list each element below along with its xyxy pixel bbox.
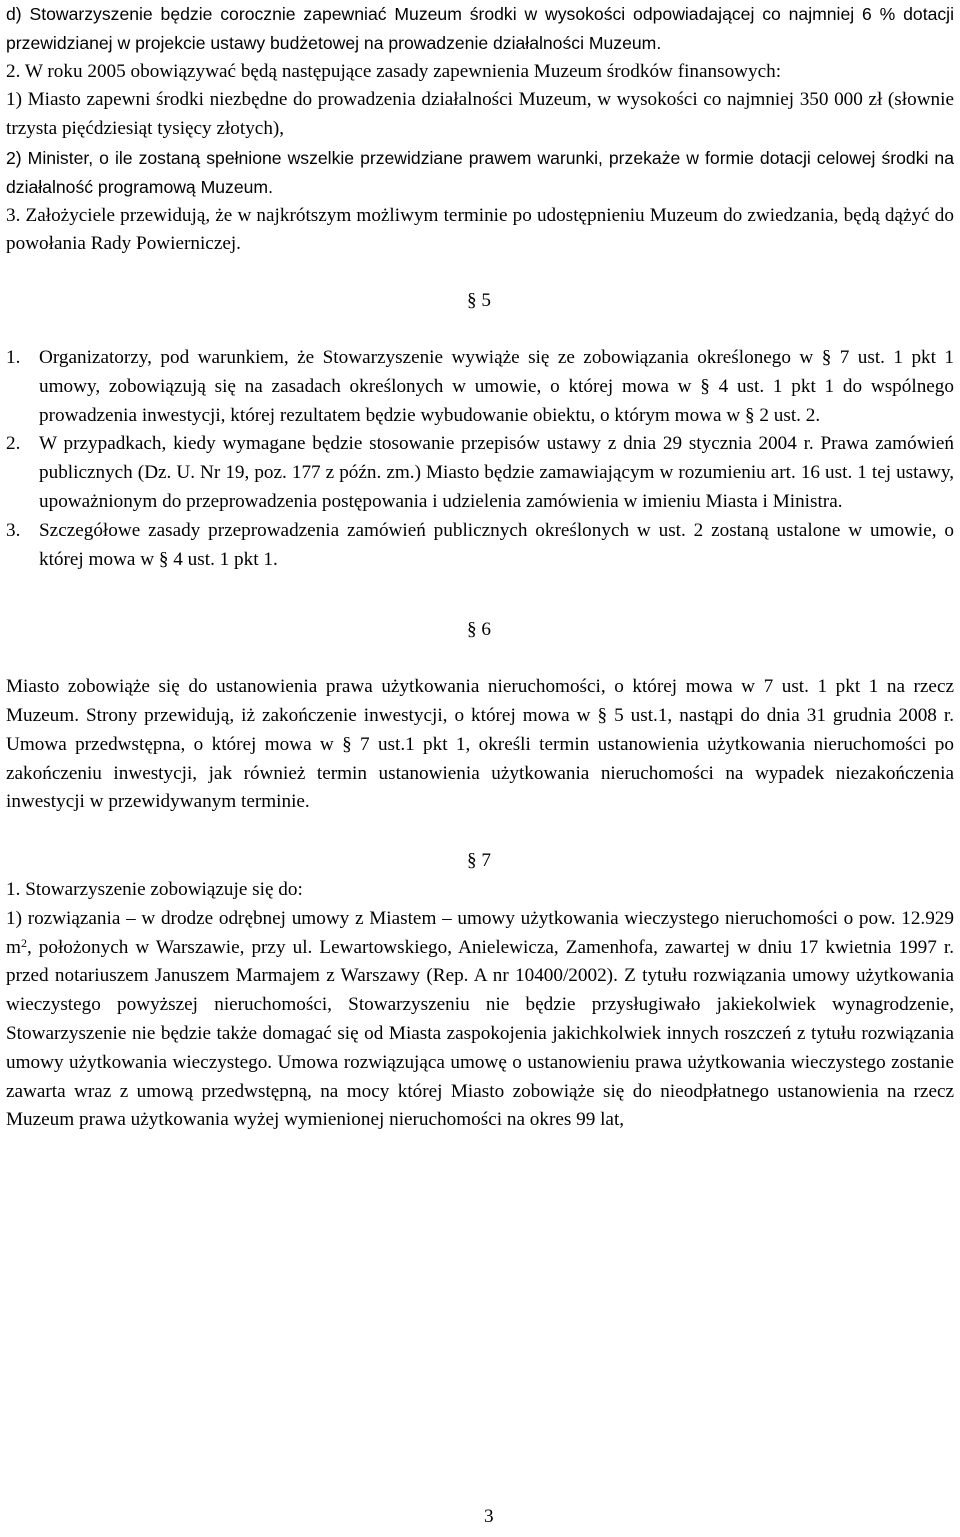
section-7-intro: 1. Stowarzyszenie zobowiązuje się do: — [6, 878, 303, 900]
obligation-text-end: , położonych w Warszawie, przy ul. Lewartowskiego, Anielewicza, Zamenhofa, zawartej w dniu 17 kwietnia 1997 r. przed notariuszem Januszem Marmajem z Warszawy (Rep. A nr 10400/2002). Z tytułu rozwiązania umowy użytkowania wieczystego powyższej nieruchomości, Stowarzyszeniu nie będzie przysługiwało jakiekolwiek wynagrodzenie, Stowarzyszenie nie będzie także domagać się od Miasta zaspokojenia jakichkolwiek innych roszczeń z tytułu rozwiązania umowy użytkowania wieczystego. Umowa rozwiązująca umowę o ustanowieniu prawa użytkowania wieczystego zostanie zawarta wraz z umową przedwstępną, na mocy której Miasto zobowiąże się do nieodpłatnego ustanowienia na rzecz Muzeum prawa użytkowania wyżej wymienionej nieruchomości na okres 99 lat, — [6, 936, 954, 1131]
section-5-item — [6, 344, 954, 430]
section-7-obligation — [6, 905, 954, 1135]
item-text: Szczegółowe zasady przeprowadzenia zamówień publicznych określonych w ust. 2 zostaną ustalone w umowie, o której mowa w § 4 ust. 1 pkt 1. — [39, 519, 954, 570]
item-number: 2. — [6, 433, 21, 455]
paragraph-minister-grant: 2) Minister, o ile zostaną spełnione wszelkie przewidziane prawem warunki, przekaże w formie dotacji celowej środki na działalność programową Muzeum. — [6, 147, 954, 197]
section-5-item — [6, 430, 954, 516]
section-5-item — [6, 517, 954, 575]
area-unit-superscript: 2 — [20, 935, 27, 950]
paragraph-city-funds: 1) Miasto zapewni środki niezbędne do prowadzenia działalności Muzeum, w wysokości co najmniej 350 000 zł (słownie trzysta pięćdziesiąt tysięcy złotych), — [6, 89, 954, 140]
item-text: Organizatorzy, pod warunkiem, że Stowarzyszenie wywiąże się ze zobowiązania określonego w § 7 ust. 1 pkt 1 umowy, zobowiązują się na zasadach określonych w umowie, o której mowa w § 4 ust. 1 pkt 1 do wspólnego prowadzenia inwestycji, której rezultatem będzie wybudowanie obiektu, o którym mowa w § 2 ust. 2. — [39, 346, 954, 426]
page-number: 3 — [484, 1506, 494, 1527]
item-text: W przypadkach, kiedy wymagane będzie stosowanie przepisów ustawy z dnia 29 stycznia 2004 r. Prawa zamówień publicznych (Dz. U. Nr 19, poz. 177 z późn. zm.) Miasto będzie zamawiającym w rozumieniu art. 16 ust. 1 tej ustawy, upoważnionym do przeprowadzenia postępowania i udzielenia zamówienia w imieniu Miasta i Ministra. — [39, 433, 954, 512]
paragraph-founders-board: 3. Założyciele przewidują, że w najkrótszym możliwym terminie po udostępnieniu Muzeum do zwiedzania, będą dążyć do powołania Rady Powierniczej. — [6, 204, 954, 255]
section-6-heading: § 6 — [467, 619, 491, 641]
document-page — [6, 0, 954, 1135]
item-number: 1. — [6, 346, 21, 368]
section-5-heading: § 5 — [467, 290, 491, 312]
section-6-text: Miasto zobowiąże się do ustanowienia prawa użytkowania nieruchomości, o której mowa w 7 ust. 1 pkt 1 na rzecz Muzeum. Strony przewidują, iż zakończenie inwestycji, o której mowa w § 5 ust.1, nastąpi do dnia 31 grudnia 2008 r. Umowa przedwstępna, o której mowa w § 7 ust.1 pkt 1, określi termin ustanowienia użytkowania nieruchomości po zakończeniu inwestycji, jak również termin ustanowienia użytkowania nieruchomości na wypadek niezakończenia inwestycji w przewidywanym terminie. — [6, 676, 954, 813]
paragraph-2005-rules: 2. W roku 2005 obowiązywać będą następujące zasady zapewnienia Muzeum środków finansowych: — [6, 60, 782, 82]
section-7-heading: § 7 — [467, 850, 491, 872]
item-number: 3. — [6, 519, 21, 541]
obligation-text-start: 1) rozwiązania – w drodze odrębnej umowy z Miastem – umowy użytkowania wieczystego nieruchomości o pow. 12.929 m — [6, 907, 954, 958]
paragraph-d-funding: d) Stowarzyszenie będzie corocznie zapewniać Muzeum środki w wysokości odpowiadającej co najmniej 6 % dotacji przewidzianej w projekcie ustawy budżetowej na prowadzenie działalności Muzeum. — [6, 4, 954, 53]
